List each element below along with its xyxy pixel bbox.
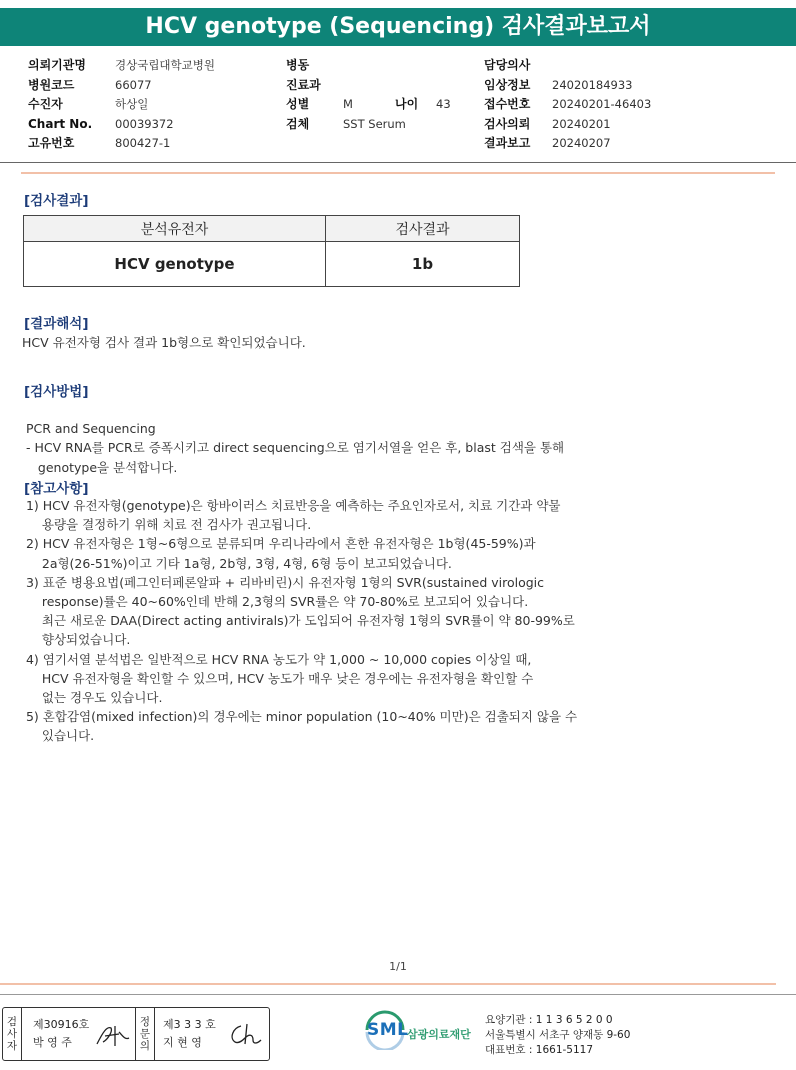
reference-line: 1) HCV 유전자형(genotype)은 항바이러스 치료반응을 예측하는 주요인자로서, 치료 기간과 약물 — [22, 498, 561, 513]
method-line: PCR and Sequencing — [22, 421, 156, 437]
info-label: Chart No. — [28, 116, 93, 131]
reference-line: 2a형(26-51%)이고 기타 1a형, 2b형, 3형, 4형, 6형 등이 보고되었습니다. — [22, 555, 452, 571]
reference-line: 없는 경우도 있습니다. — [22, 690, 163, 706]
info-row — [484, 56, 651, 76]
references-heading: [참고사항] — [24, 481, 89, 497]
result-heading: [검사결과] — [24, 193, 89, 209]
report-title: HCV genotype (Sequencing) 검사결과보고서 — [0, 8, 796, 46]
info-label: 검사의뢰 — [484, 116, 531, 131]
result-table-row — [24, 242, 520, 287]
info-label: 접수번호 — [484, 97, 531, 111]
result-table — [23, 215, 520, 287]
reference-line: 있습니다. — [22, 728, 95, 744]
result-table-header — [24, 216, 520, 242]
age-label: 나이 — [395, 97, 419, 111]
info-row — [286, 56, 451, 76]
examiner-license: 제30916호 — [33, 1018, 90, 1031]
interpretation-text: HCV 유전자형 검사 결과 1b형으로 확인되었습니다. — [22, 335, 306, 350]
info-label: 수진자 — [28, 97, 63, 111]
info-row — [28, 76, 215, 96]
info-col-2 — [286, 56, 451, 134]
logo-text: SML — [367, 1020, 409, 1040]
reference-line: HCV 유전자형을 확인할 수 있으며, HCV 농도가 매우 낮은 경우에는 유전자형을 확인할 수 — [22, 670, 534, 686]
info-value: 20240207 — [552, 136, 611, 150]
dept-label: 진료과 — [286, 77, 321, 92]
examiner-signature — [93, 1022, 133, 1050]
info-label: 고유번호 — [28, 136, 75, 150]
sex-label: 성별 — [286, 97, 310, 111]
info-value: 경상국립대학교병원 — [115, 58, 215, 72]
page-number: 1/1 — [389, 960, 407, 973]
accent-divider — [21, 172, 775, 174]
info-label: 의뢰기관명 — [28, 58, 86, 72]
reference-line: 최근 새로운 DAA(Direct acting antivirals)가 도입되어 유전자형 1형의 SVR률이 약 80-99%로 — [22, 613, 575, 629]
phone-number: 대표번호 : 1661-5117 — [485, 1044, 594, 1056]
info-row — [484, 134, 651, 154]
info-label: 임상정보 — [484, 77, 531, 92]
info-col-3 — [484, 56, 651, 154]
info-row — [484, 95, 651, 115]
reviewer-label: 정 문 의 — [135, 1008, 155, 1060]
references-text — [22, 496, 577, 746]
info-col-1 — [28, 56, 215, 154]
method-line: genotype을 분석합니다. — [22, 459, 178, 475]
sex-value: M — [343, 97, 353, 111]
footer-divider — [0, 994, 796, 995]
address: 서울특별시 서초구 양재동 9-60 — [485, 1029, 631, 1041]
examiner-name: 박 영 주 — [33, 1036, 72, 1049]
gene-column-header: 분석유전자 — [24, 216, 326, 242]
contact-info — [485, 1013, 630, 1058]
method-heading: [검사방법] — [24, 384, 89, 400]
info-label: 병원코드 — [28, 77, 75, 92]
signature-box — [2, 1007, 270, 1061]
reference-line: response)률은 40~60%인데 반해 2,3형의 SVR률은 약 70-80%로 보고되어 있습니다. — [22, 594, 529, 610]
reference-line: 용량을 결정하기 위해 치료 전 검사가 권고됩니다. — [22, 517, 312, 533]
footer-accent-divider — [0, 983, 776, 985]
reviewer-license: 제3 3 3 호 — [163, 1018, 216, 1031]
reference-line: 2) HCV 유전자형은 1형~6형으로 분류되며 우리나라에서 흔한 유전자형은 1b형(45-59%)과 — [22, 536, 536, 552]
interpretation-heading: [결과해석] — [24, 316, 89, 332]
result-value-cell: 1b — [326, 242, 520, 287]
reviewer-name: 지 현 영 — [163, 1036, 202, 1049]
reference-line: 향상되었습니다. — [22, 632, 131, 648]
info-row — [28, 134, 215, 154]
age-value: 43 — [436, 97, 451, 111]
specimen-label: 검체 — [286, 116, 310, 131]
info-value: 20240201-46403 — [552, 97, 652, 111]
reference-line: 4) 염기서열 분석법은 일반적으로 HCV RNA 농도가 약 1,000 ~ 10,000 copies 이상일 때, — [22, 651, 532, 667]
info-row — [286, 115, 451, 135]
info-row — [484, 76, 651, 96]
info-value: 24020184933 — [552, 77, 633, 92]
info-row — [484, 115, 651, 135]
info-row — [28, 95, 215, 115]
info-label: 담당의사 — [484, 58, 531, 72]
info-row — [28, 115, 215, 135]
info-label: 결과보고 — [484, 136, 531, 150]
agency-number: 요양기관 : 1 1 3 6 5 2 0 0 — [485, 1014, 613, 1026]
info-value: 66077 — [115, 77, 152, 92]
info-value: 하상일 — [115, 97, 149, 111]
info-value: 00039372 — [115, 116, 174, 131]
info-value: 20240201 — [552, 116, 611, 131]
sml-logo — [365, 1010, 485, 1054]
gene-cell: HCV genotype — [24, 242, 326, 287]
reviewer-signature — [225, 1020, 265, 1050]
ward-label: 병동 — [286, 58, 310, 72]
reference-line: 5) 혼합감염(mixed infection)의 경우에는 minor population (10~40% 미만)은 검출되지 않을 수 — [22, 709, 578, 725]
info-row — [286, 95, 451, 115]
reference-line: 3) 표준 병용요법(페그인터페론알파 + 리바비린)시 유전자형 1형의 SVR(sustained virologic — [22, 574, 545, 590]
info-value: 800427-1 — [115, 136, 171, 150]
specimen-value: SST Serum — [343, 116, 406, 131]
method-text — [22, 400, 564, 477]
examiner-label: 검 사 자 — [3, 1008, 22, 1060]
method-line: - HCV RNA를 PCR로 증폭시키고 direct sequencing으로 염기서열을 얻은 후, blast 검색을 통해 — [22, 440, 565, 456]
header-divider — [0, 162, 796, 163]
result-column-header: 검사결과 — [326, 216, 520, 242]
info-row — [28, 56, 215, 76]
info-row — [286, 76, 451, 96]
foundation-name: 삼광의료재단 — [407, 1028, 471, 1041]
